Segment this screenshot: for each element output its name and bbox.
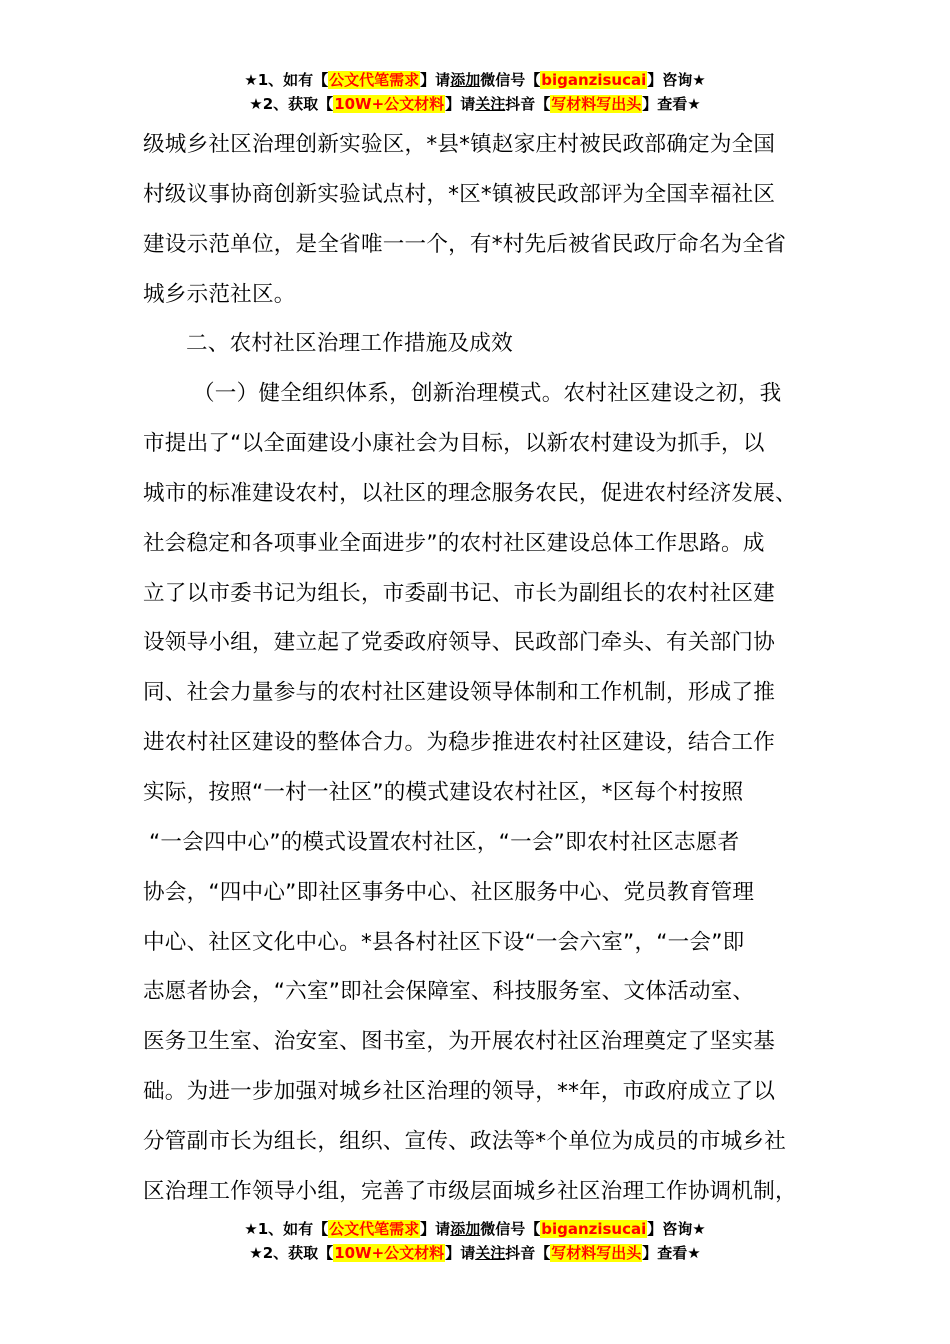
body-line: 进农村社区建设的整体合力。为稳步推进农村社区建设，结合工作 [143,730,776,756]
footer-line-2 [0,1241,950,1265]
header-line-2-prefix: ★2、获取【 [249,95,334,113]
header-underlined-follow: 关注 [475,95,506,113]
footer-line-2-suffix: 】查看★ [642,1244,701,1262]
footer-line-1-text-2: 微信号【 [480,1220,541,1238]
body-line: “一会四中心”的模式设置农村社区，“一会”即农村社区志愿者 [149,829,740,855]
footer-underlined-add: 添加 [450,1220,481,1238]
subsection-heading-line: （一）健全组织体系，创新治理模式。农村社区建设之初，我 [193,381,782,407]
body-line: 建设示范单位，是全省唯一一个，有*村先后被省民政厅命名为全省 [143,231,787,257]
body-line: 社会稳定和各项事业全面进步”的农村社区建设总体工作思路。成 [143,530,765,556]
header-line-1-prefix: ★1、如有【 [244,71,329,89]
header-line-2 [0,92,950,116]
footer-line-2-prefix: ★2、获取【 [249,1244,334,1262]
document-body [143,120,813,1217]
header-underlined-add: 添加 [450,71,481,89]
footer-line-1-text: 】请 [420,1220,451,1238]
section-heading: 二、农村社区治理工作措施及成效 [186,331,513,357]
body-line: 区治理工作领导小组，完善了市级层面城乡社区治理工作协调机制， [143,1178,797,1204]
body-line: 实际，按照“一村一社区”的模式建设农村社区，*区每个村按照 [143,779,744,805]
header-line-1-text-2: 微信号【 [480,71,541,89]
header-highlight-materials: 10W+公文材料 [334,95,445,113]
body-line: 础。为进一步加强对城乡社区治理的领导，**年，市政府成立了以 [143,1079,776,1105]
header-line-1-text: 】请 [420,71,451,89]
body-line: 市提出了“以全面建设小康社会为目标，以新农村建设为抓手，以 [143,431,765,457]
body-line: 村级议事协商创新实验试点村，*区*镇被民政部评为全国幸福社区 [143,181,776,207]
footer-line-1 [0,1217,950,1241]
footer-line-1-suffix: 】咨询★ [647,1220,706,1238]
footer-banner [0,1217,950,1265]
header-highlight-douyin-id: 写材料写出头 [551,95,642,113]
body-line: 城乡示范社区。 [143,281,296,307]
body-line: 中心、社区文化中心。*县各村社区下设“一会六室”，“一会”即 [143,929,745,955]
header-line-1 [0,68,950,92]
footer-highlight-materials: 10W+公文材料 [334,1244,445,1262]
footer-highlight-wechat-id: biganzisucai [541,1220,647,1238]
header-line-2-text: 】请 [445,95,476,113]
body-line: 设领导小组，建立起了党委政府领导、民政部门牵头、有关部门协 [143,630,776,656]
body-line: 协会，“四中心”即社区事务中心、社区服务中心、党员教育管理 [143,879,755,905]
body-line: 志愿者协会，“六室”即社会保障室、科技服务室、文体活动室、 [143,979,755,1005]
header-highlight-wechat-id: biganzisucai [541,71,647,89]
body-line: 立了以市委书记为组长，市委副书记、市长为副组长的农村社区建 [143,580,776,606]
body-line: 城市的标准建设农村，以社区的理念服务农民，促进农村经济发展、 [143,480,797,506]
body-line: 同、社会力量参与的农村社区建设领导体制和工作机制，形成了推 [143,680,776,706]
header-line-1-suffix: 】咨询★ [647,71,706,89]
footer-line-2-text-2: 抖音【 [505,1244,551,1262]
header-line-2-text-2: 抖音【 [505,95,551,113]
header-highlight-service: 公文代笔需求 [329,71,420,89]
footer-underlined-follow: 关注 [475,1244,506,1262]
body-line: 医务卫生室、治安室、图书室，为开展农村社区治理奠定了坚实基 [143,1029,776,1055]
header-line-2-suffix: 】查看★ [642,95,701,113]
header-banner [0,68,950,116]
body-line: 分管副市长为组长，组织、宣传、政法等*个单位为成员的市城乡社 [143,1128,787,1154]
footer-line-1-prefix: ★1、如有【 [244,1220,329,1238]
footer-line-2-text: 】请 [445,1244,476,1262]
footer-highlight-douyin-id: 写材料写出头 [551,1244,642,1262]
footer-highlight-service: 公文代笔需求 [329,1220,420,1238]
body-line: 级城乡社区治理创新实验区，*县*镇赵家庄村被民政部确定为全国 [143,132,776,157]
